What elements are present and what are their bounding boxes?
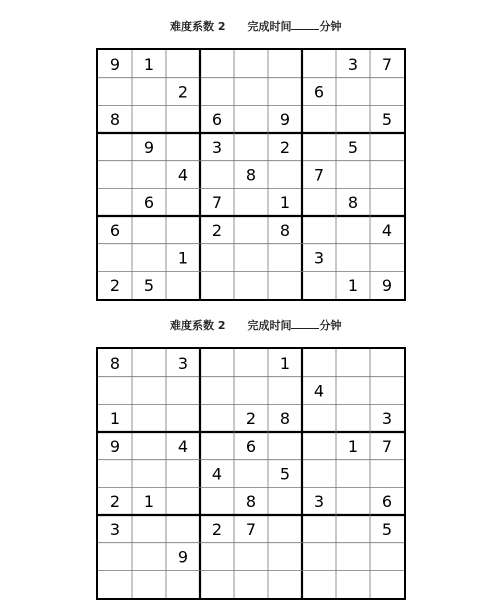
cell-digit: 4 [177, 165, 189, 185]
cell-digit: 2 [245, 409, 257, 429]
cell-digit: 6 [109, 220, 121, 240]
time-label: 完成时间 [247, 20, 292, 33]
puzzle-caption [170, 317, 360, 331]
cell-digit: 9 [109, 54, 121, 74]
cell-digit: 3 [109, 519, 121, 539]
cell-digit: 2 [211, 519, 223, 539]
cell-digit: 5 [347, 137, 359, 157]
difficulty-label: 难度系数 2 [170, 319, 226, 332]
time-label: 完成时间 [247, 319, 292, 332]
cell-digit: 4 [211, 464, 223, 484]
cell-digit: 8 [279, 409, 291, 429]
cell-digit: 4 [313, 381, 325, 401]
cell-digit: 6 [245, 436, 257, 456]
cell-digit: 2 [109, 492, 121, 512]
cell-digit: 1 [177, 248, 189, 268]
cell-digit: 7 [381, 54, 393, 74]
difficulty-label: 难度系数 2 [170, 20, 226, 33]
cell-digit: 1 [143, 54, 155, 74]
cell-digit: 7 [381, 436, 393, 456]
cell-digit: 6 [381, 492, 393, 512]
cell-digit: 3 [381, 409, 393, 429]
cell-digit: 5 [381, 110, 393, 130]
puzzle-caption [170, 18, 360, 32]
cell-digit: 9 [279, 110, 291, 130]
cell-digit: 9 [143, 137, 155, 157]
cell-digit: 8 [245, 492, 257, 512]
cell-digit: 1 [279, 193, 291, 213]
cell-digit: 2 [279, 137, 291, 157]
time-blank [291, 20, 319, 30]
sudoku-grid [98, 349, 404, 598]
unit-label: 分钟 [319, 319, 342, 332]
cell-digit: 2 [211, 220, 223, 240]
cell-digit: 3 [211, 137, 223, 157]
cell-digit: 8 [109, 110, 121, 130]
cell-digit: 3 [313, 248, 325, 268]
cell-digit: 5 [381, 519, 393, 539]
cell-digit: 3 [177, 353, 189, 373]
cell-digit: 8 [245, 165, 257, 185]
cell-digit: 5 [279, 464, 291, 484]
cell-digit: 6 [211, 110, 223, 130]
cell-digit: 7 [313, 165, 325, 185]
cell-digit: 1 [347, 276, 359, 296]
cell-digit: 4 [381, 220, 393, 240]
cell-digit: 5 [143, 276, 155, 296]
cell-digit: 1 [143, 492, 155, 512]
cell-digit: 2 [109, 276, 121, 296]
cell-digit: 7 [211, 193, 223, 213]
cell-digit: 9 [381, 276, 393, 296]
cell-digit: 4 [177, 436, 189, 456]
cell-digit: 1 [279, 353, 291, 373]
cell-digit: 7 [245, 519, 257, 539]
cell-digit: 6 [143, 193, 155, 213]
sudoku-grid [98, 50, 404, 299]
unit-label: 分钟 [319, 20, 342, 33]
cell-digit: 6 [313, 82, 325, 102]
cell-digit: 3 [313, 492, 325, 512]
cell-digit: 9 [109, 436, 121, 456]
cell-digit: 8 [279, 220, 291, 240]
sudoku-board [96, 347, 406, 600]
cell-digit: 2 [177, 82, 189, 102]
cell-digit: 1 [347, 436, 359, 456]
sudoku-board [96, 48, 406, 301]
cell-digit: 3 [347, 54, 359, 74]
cell-digit: 8 [109, 353, 121, 373]
time-blank [291, 319, 319, 329]
cell-digit: 1 [109, 409, 121, 429]
cell-digit: 8 [347, 193, 359, 213]
cell-digit: 9 [177, 547, 189, 567]
